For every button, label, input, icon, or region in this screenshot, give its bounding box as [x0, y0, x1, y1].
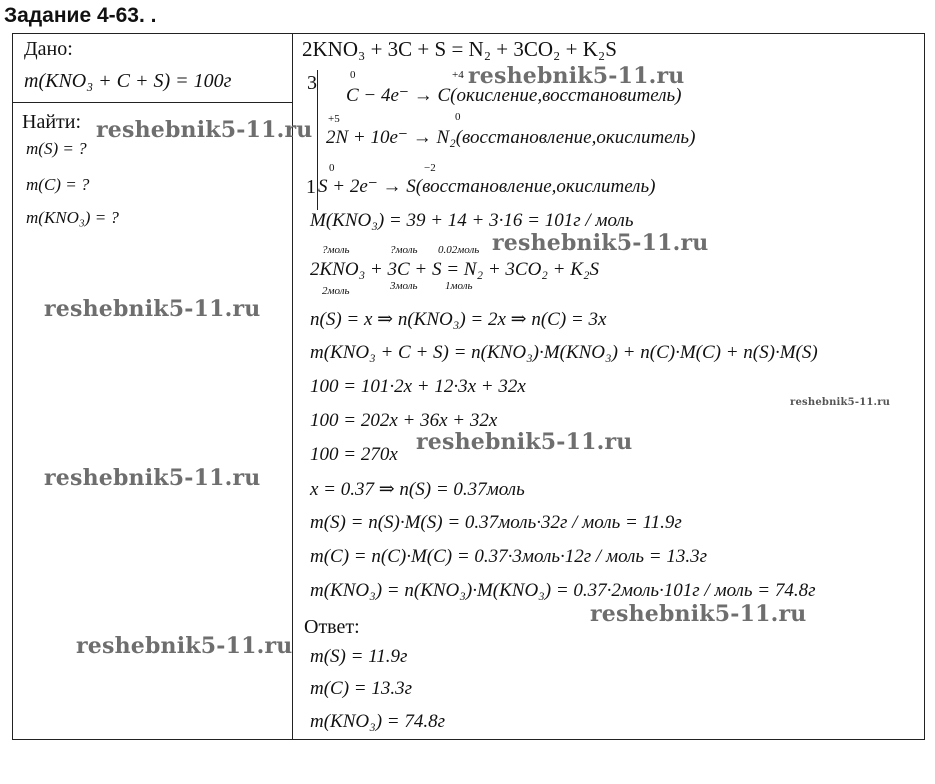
- solution-step: 100 = 270x: [310, 444, 398, 465]
- oxidation-state: 0: [350, 69, 356, 81]
- answer-label: Ответ:: [304, 616, 360, 638]
- find-item: m(S) = ?: [26, 139, 87, 158]
- given-label: Дано:: [24, 38, 73, 60]
- reaction-equation: 2KNO₃ + 3C + S = N₂ + 3CO₂ + K₂S: [302, 37, 617, 61]
- answer-item: m(C) = 13.3г: [310, 678, 413, 699]
- redox-line: C − 4e⁻ → C(окисление,восстановитель): [346, 85, 682, 106]
- molar-mass-line: M(KNO₃) = 39 + 14 + 3·16 = 101г / моль: [310, 210, 634, 231]
- given-mass: m(KNO₃ + C + S) = 100г: [24, 70, 232, 92]
- watermark: reshebnik5-11.ru: [44, 296, 261, 322]
- redox-coef: 1: [306, 176, 316, 198]
- mole-above: ?моль: [390, 244, 418, 256]
- mole-below: 1моль: [445, 280, 473, 292]
- mole-equation: 2KNO₃ + 3C + S = N₂ + 3CO₂ + K₂S: [310, 259, 600, 280]
- find-item: m(KNO₃) = ?: [26, 208, 119, 227]
- oxidation-state: −2: [424, 162, 436, 174]
- redox-coef: 3: [307, 72, 317, 94]
- answer-item: m(KNO₃) = 74.8г: [310, 711, 446, 732]
- redox-line: 2N + 10e⁻ → N₂(восстановление,окислитель): [326, 127, 696, 148]
- mole-above: ?моль: [322, 244, 350, 256]
- watermark: reshebnik5-11.ru: [416, 429, 633, 455]
- solution-step: m(C) = n(C)·M(C) = 0.37·3моль·12г / моль = 13.3г: [310, 546, 708, 567]
- find-label: Найти:: [22, 111, 82, 133]
- redox-line: S + 2e⁻ → S(восстановление,окислитель): [318, 176, 656, 197]
- mole-below: 3моль: [390, 280, 418, 292]
- mole-above: 0.02моль: [438, 244, 480, 256]
- oxidation-state: +5: [328, 113, 340, 125]
- oxidation-state: +4: [452, 69, 464, 81]
- solution-step: x = 0.37 ⇒ n(S) = 0.37моль: [310, 479, 525, 500]
- solution-step: m(KNO₃) = n(KNO₃)·M(KNO₃) = 0.37·2моль·101г / моль = 74.8г: [310, 580, 816, 601]
- solution-step: m(KNO₃ + C + S) = n(KNO₃)·M(KNO₃) + n(C)·M(C) + n(S)·M(S): [310, 342, 818, 363]
- watermark: reshebnik5-11.ru: [492, 230, 709, 256]
- watermark: reshebnik5-11.ru: [96, 117, 313, 143]
- mole-below: 2моль: [322, 285, 350, 297]
- solution-step: 100 = 202x + 36x + 32x: [310, 410, 498, 431]
- watermark: reshebnik5-11.ru: [76, 633, 293, 659]
- oxidation-state: 0: [455, 111, 461, 123]
- task-title: Задание 4-63. .: [4, 4, 157, 27]
- given-find-divider: [12, 102, 293, 103]
- watermark: reshebnik5-11.ru: [790, 397, 891, 408]
- solution-step: 100 = 101·2x + 12·3x + 32x: [310, 376, 526, 397]
- solution-step: n(S) = x ⇒ n(KNO₃) = 2x ⇒ n(C) = 3x: [310, 309, 607, 330]
- watermark: reshebnik5-11.ru: [468, 63, 685, 89]
- watermark: reshebnik5-11.ru: [590, 601, 807, 627]
- find-item: m(C) = ?: [26, 175, 90, 194]
- oxidation-state: 0: [329, 162, 335, 174]
- solution-step: m(S) = n(S)·M(S) = 0.37моль·32г / моль = 11.9г: [310, 512, 682, 533]
- answer-item: m(S) = 11.9г: [310, 646, 408, 667]
- watermark: reshebnik5-11.ru: [44, 465, 261, 491]
